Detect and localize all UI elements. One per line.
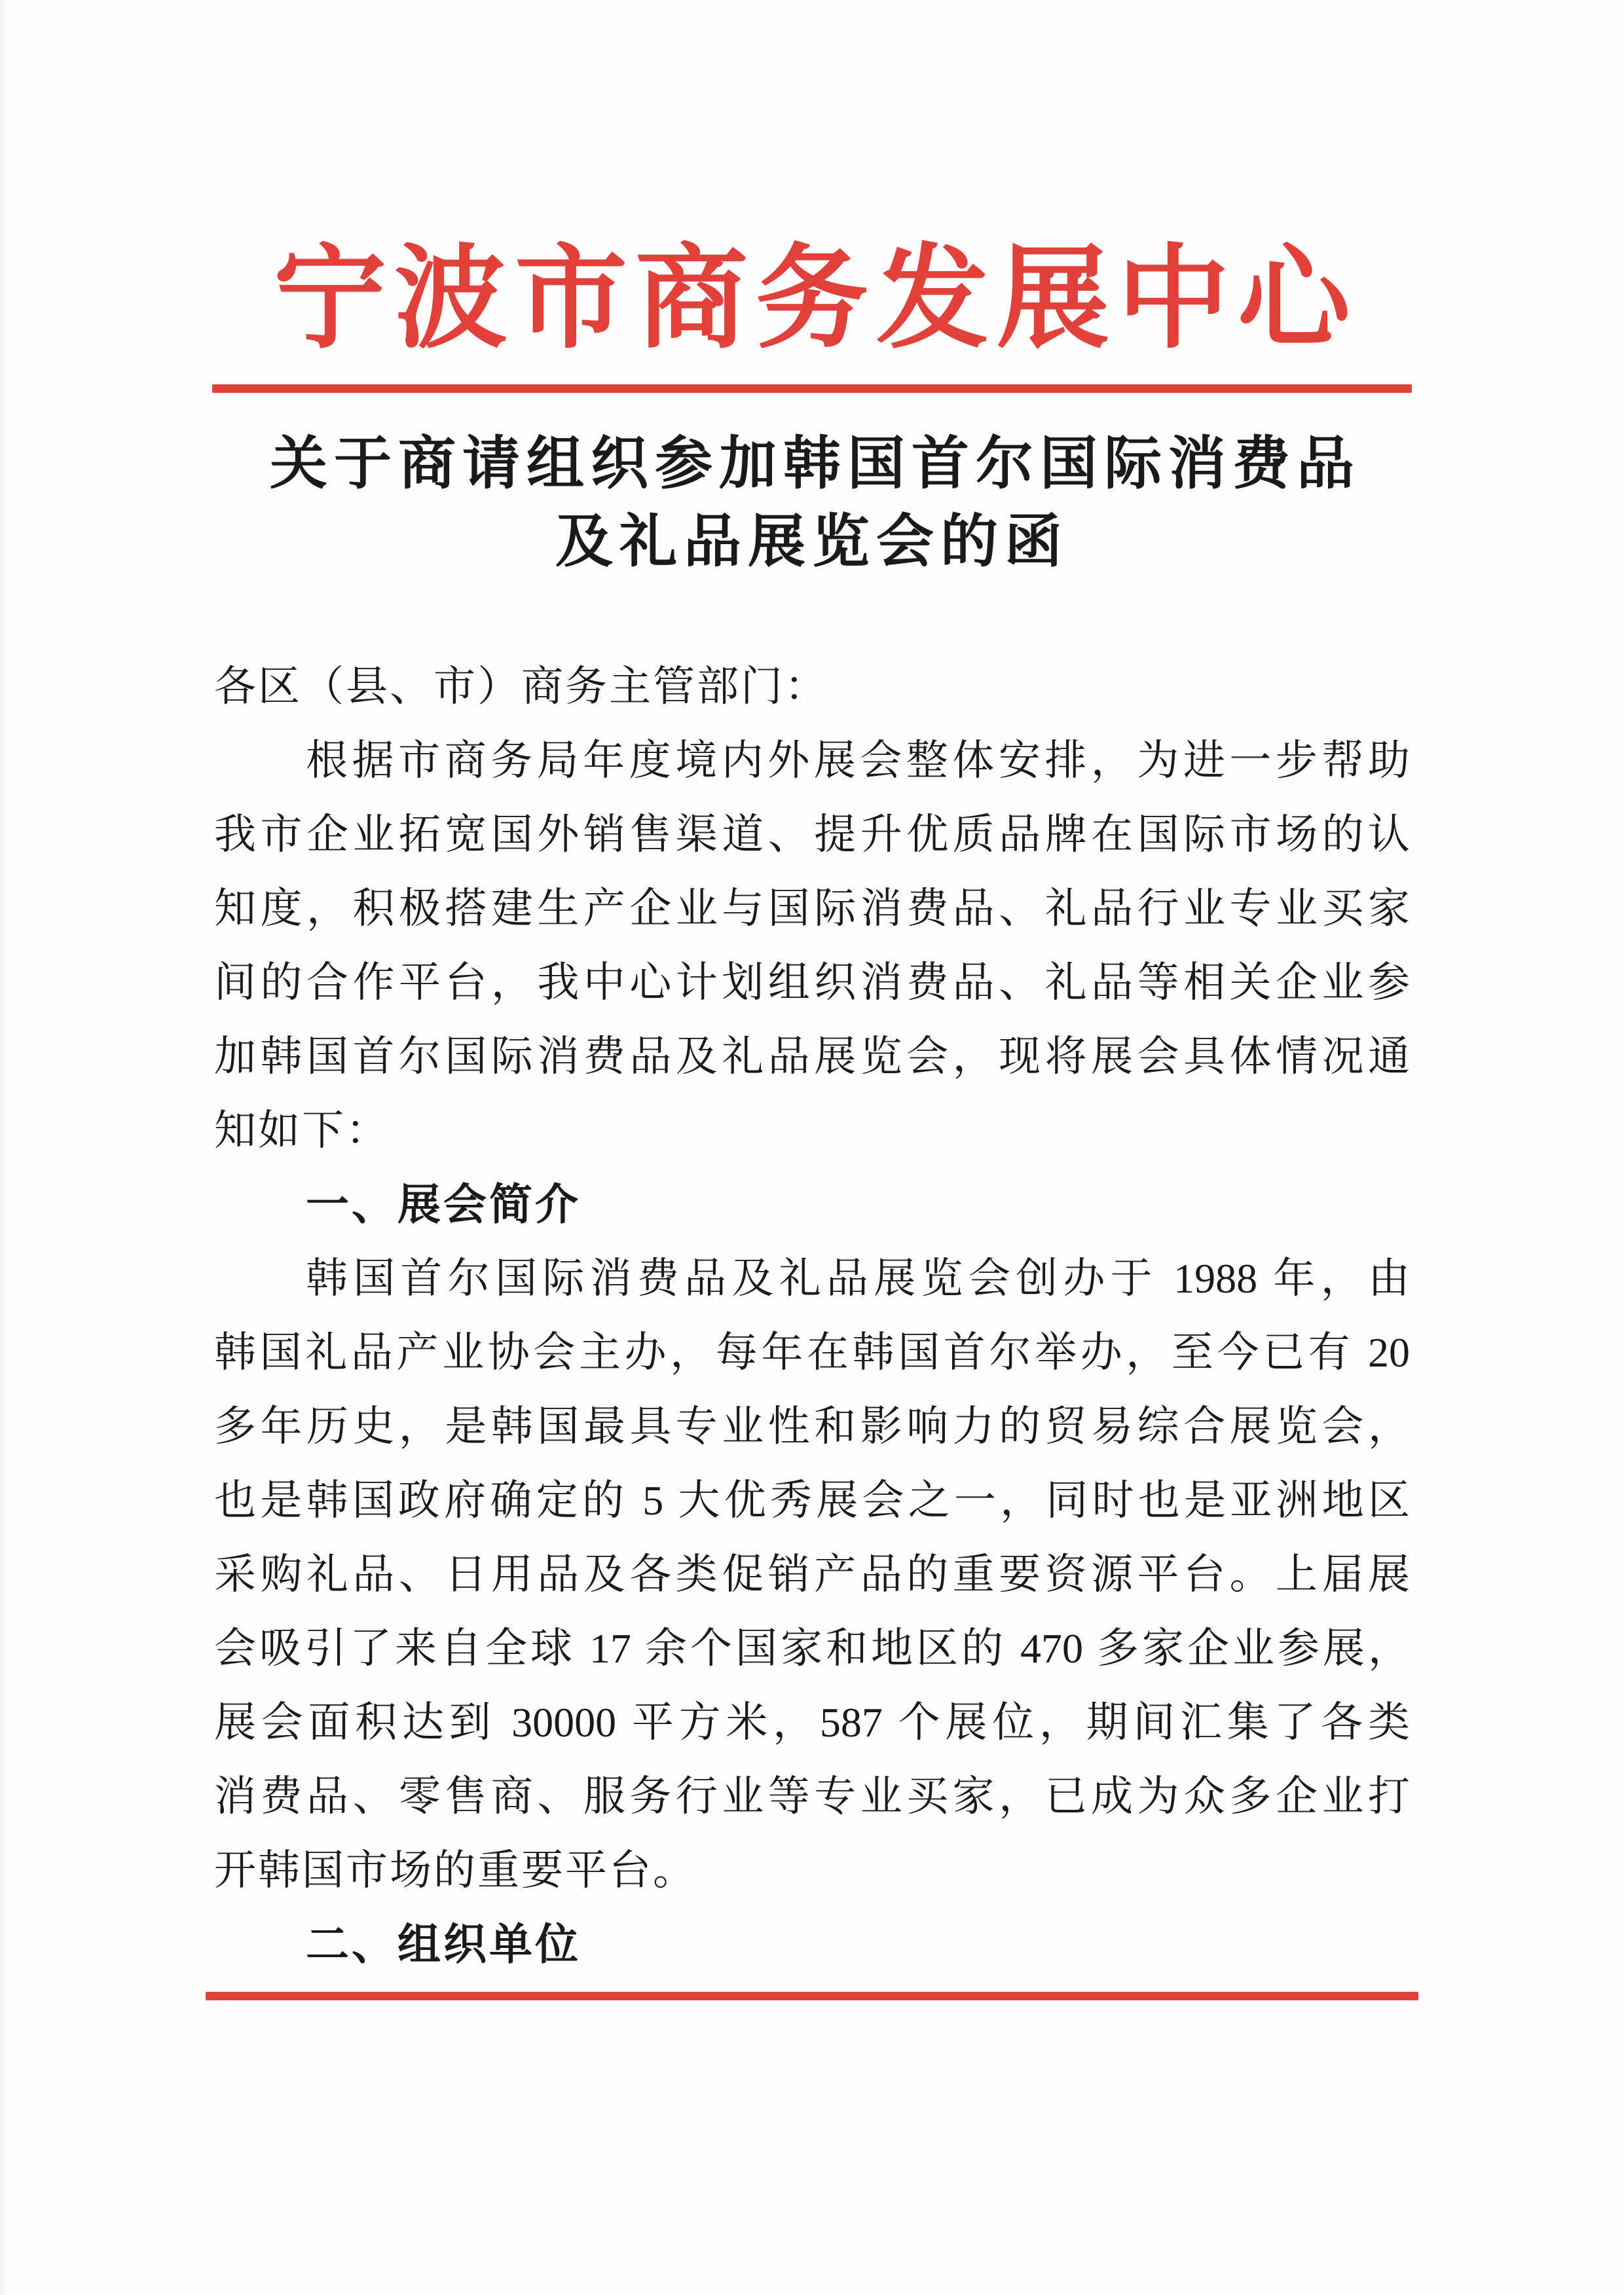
document-body — [214, 650, 1410, 1981]
text-line: 各区（县、市）商务主管部门： — [214, 663, 828, 710]
footer-divider — [206, 1992, 1418, 2000]
section-heading: 二、组织单位 — [306, 1919, 581, 1968]
text-line: 我市企业拓宽国外销售渠道、提升优质品牌在国际市场的认 — [214, 811, 1410, 858]
text-line: 根据市商务局年度境内外展会整体安排，为进一步帮助 — [306, 737, 1410, 784]
document-title-line-2: 及礼品展览会的函 — [555, 510, 1069, 574]
letterhead-divider — [212, 384, 1412, 393]
text-line: 会吸引了来自全球 17 余个国家和地区的 470 多家企业参展， — [214, 1625, 1410, 1672]
letterhead — [0, 238, 1624, 393]
letterhead-title: 宁波市商务发展中心 — [274, 238, 1358, 362]
document-title — [190, 426, 1434, 581]
document-title-line-1: 关于商请组织参加韩国首尔国际消费品 — [269, 432, 1361, 496]
section-heading: 一、展会简介 — [306, 1179, 581, 1228]
text-line: 采购礼品、日用品及各类促销产品的重要资源平台。上届展 — [214, 1551, 1410, 1598]
text-line: 间的合作平台，我中心计划组织消费品、礼品等相关企业参 — [214, 959, 1410, 1006]
text-line: 多年历史，是韩国最具专业性和影响力的贸易综合展览会， — [214, 1403, 1410, 1450]
text-line: 韩国首尔国际消费品及礼品展览会创办于 1988 年，由 — [306, 1255, 1410, 1302]
text-line: 开韩国市场的重要平台。 — [214, 1846, 697, 1894]
text-line: 韩国礼品产业协会主办，每年在韩国首尔举办，至今已有 20 — [214, 1329, 1410, 1376]
text-line: 加韩国首尔国际消费品及礼品展览会，现将展会具体情况通 — [214, 1033, 1410, 1080]
text-line: 知如下： — [214, 1107, 390, 1154]
text-line: 知度，积极搭建生产企业与国际消费品、礼品行业专业买家 — [214, 885, 1410, 932]
text-line: 展会面积达到 30000 平方米，587 个展位，期间汇集了各类 — [214, 1698, 1410, 1746]
text-line: 也是韩国政府确定的 5 大优秀展会之一，同时也是亚洲地区 — [214, 1477, 1410, 1524]
text-line: 消费品、零售商、服务行业等专业买家，已成为众多企业打 — [214, 1772, 1410, 1820]
